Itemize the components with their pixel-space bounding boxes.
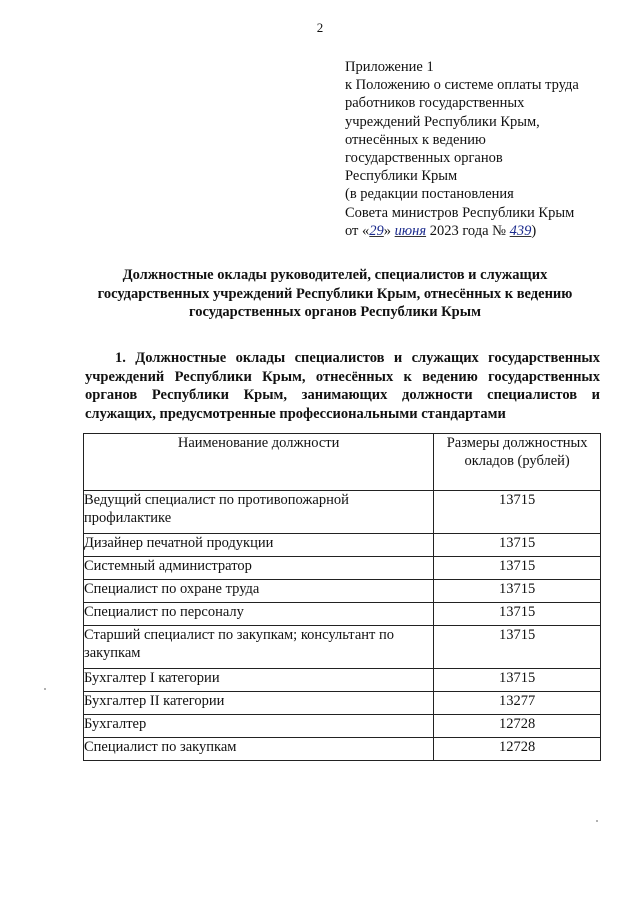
decree-number-handwritten: 439 [509, 222, 532, 239]
salary-value: 13715 [434, 557, 601, 580]
position-name: Старший специалист по закупкам; консультант по закупкам [84, 626, 434, 669]
appendix-block [345, 58, 625, 240]
table-row [84, 626, 601, 669]
date-prefix: от « [345, 222, 370, 239]
position-name: Специалист по персоналу [84, 603, 434, 626]
date-quote-close: » [383, 222, 392, 239]
position-name: Бухгалтер [84, 715, 434, 738]
salary-value: 13715 [434, 669, 601, 692]
appendix-line: отнесённых к ведению [345, 131, 486, 148]
table-row [84, 692, 601, 715]
position-name: Бухгалтер II категории [84, 692, 434, 715]
salary-value: 13715 [434, 626, 601, 669]
position-name: Ведущий специалист по противопожарной профилактике [84, 491, 434, 534]
position-name: Дизайнер печатной продукции [84, 534, 434, 557]
salary-value: 13715 [434, 580, 601, 603]
table-row [84, 669, 601, 692]
salary-value: 13715 [434, 603, 601, 626]
appendix-date-line [345, 222, 625, 240]
table-row [84, 491, 601, 534]
column-header-position: Наименование должности [84, 434, 434, 491]
appendix-line: государственных органов [345, 150, 503, 167]
table-row [84, 534, 601, 557]
scan-speck [44, 688, 46, 690]
appendix-line: Приложение 1 [345, 59, 434, 75]
position-name: Бухгалтер I категории [84, 669, 434, 692]
date-suffix: ) [531, 222, 537, 239]
scan-speck [596, 820, 598, 822]
appendix-line: Совета министров Республики Крым [345, 204, 575, 221]
section-heading: 1. Должностные оклады специалистов и служащих государственных учреждений Республики Крым, отнесённых к ведению государственных органов Республики Крым, занимающих должности специалистов и служащих, предусмотренные профессиональными стандартами [85, 350, 600, 422]
appendix-line: к Положению о системе оплаты труда [345, 77, 579, 94]
appendix-line: работников государственных [345, 95, 525, 112]
appendix-line: (в редакции постановления [345, 186, 514, 203]
salary-value: 13715 [434, 491, 601, 534]
salary-value: 12728 [434, 738, 601, 761]
table-row [84, 715, 601, 738]
appendix-line: учреждений Республики Крым, [345, 113, 540, 130]
table-row [84, 738, 601, 761]
position-name: Специалист по закупкам [84, 738, 434, 761]
salary-value: 12728 [434, 715, 601, 738]
table-row [84, 557, 601, 580]
date-month-handwritten: июня [394, 222, 427, 239]
page-number: 2 [316, 20, 324, 35]
salary-value: 13715 [434, 534, 601, 557]
table-header-row [84, 434, 601, 491]
date-year: 2023 года № [429, 222, 507, 239]
appendix-line: Республики Крым [345, 168, 458, 185]
salary-value: 13277 [434, 692, 601, 715]
table-row [84, 603, 601, 626]
document-title: Должностные оклады руководителей, специалистов и служащих государственных учреждений Республики Крым, отнесённых к ведению государственных органов Республики Крым [97, 267, 573, 320]
table-row [84, 580, 601, 603]
date-day-handwritten: 29 [369, 222, 384, 239]
position-name: Системный администратор [84, 557, 434, 580]
column-header-salary: Размеры должностных окладов (рублей) [434, 434, 601, 491]
position-name: Специалист по охране труда [84, 580, 434, 603]
salary-table [83, 433, 601, 761]
